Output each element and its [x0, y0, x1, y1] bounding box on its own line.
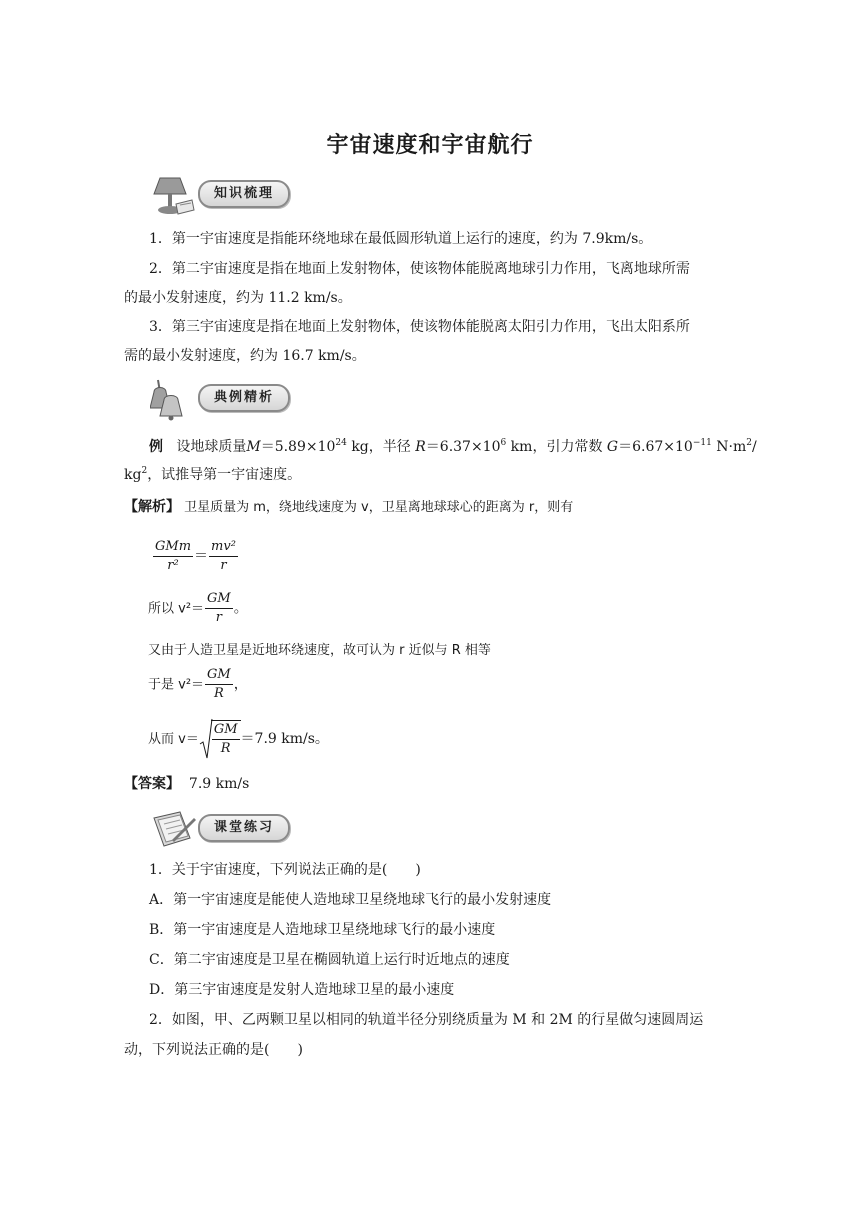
answer-value: 7.9 km/s — [188, 776, 250, 792]
solution-line-1: 【解析】 卫星质量为 m，绕地线速度为 v，卫星离地球球心的距离为 r，则有 — [124, 499, 574, 515]
question-1: 1．关于宇宙速度，下列说法正确的是( ) — [149, 862, 421, 878]
solution-line-3: 又由于人造卫星是近地环绕速度，故可认为 r 近似与 R 相等 — [148, 643, 491, 658]
knowledge-point-2a: 2．第二宇宙速度是指在地面上发射物体，使该物体能脱离地球引力作用，飞离地球所需 — [149, 261, 690, 277]
fraction: $\frac{\text{mv²}}{r}$ — [211, 539, 236, 573]
fraction: $\frac{GM}{R}$ — [207, 667, 231, 701]
example-line-1: 例 设地球质量$M=5.89\times 10^{24}$ kg，半径 $R=6.37\times 10^6$ km，引力常数 $G=6.67\times 10^{-11}$ $N\cdot m^2/$ — [149, 438, 757, 455]
bell-icon — [150, 378, 198, 422]
solution-equation-3: 于是 v²＝ $\frac{GM}{R}$ ， — [148, 667, 248, 701]
knowledge-point-3a: 3．第三宇宙速度是指在地面上发射物体，使该物体能脱离太阳引力作用，飞出太阳系所 — [149, 319, 690, 335]
knowledge-point-1: 1．第一宇宙速度是指能环绕地球在最低圆形轨道上运行的速度，约为 7.9km/s。 — [149, 231, 653, 247]
lamp-icon — [150, 174, 198, 218]
solution-tag: 【解析】 — [124, 499, 180, 515]
section-label-knowledge: 知识梳理 — [198, 180, 290, 208]
section-header-example — [150, 378, 310, 412]
example-label: 例 — [149, 439, 163, 455]
knowledge-point-2b: 的最小发射速度，约为 11.2 km/s。 — [124, 290, 352, 306]
notebook-icon — [150, 808, 198, 852]
solution-equation-4: 从而 v＝ $\frac{GM}{R}$ ＝7.9 km/s。 — [148, 720, 329, 758]
fraction: $\frac{GM}{R}$ — [213, 722, 238, 756]
solution-equation-2: 所以 v²＝ $\frac{GM}{r}$ 。 — [148, 591, 248, 625]
fraction: $\frac{GM}{r}$ — [207, 591, 231, 625]
section-label-example: 典例精析 — [198, 384, 290, 412]
section-label-practice: 课堂练习 — [198, 814, 290, 842]
question-1-option-d: D．第三宇宙速度是发射人造地球卫星的最小速度 — [149, 982, 455, 998]
question-1-option-b: B．第一宇宙速度是人造地球卫星绕地球飞行的最小速度 — [149, 922, 496, 938]
radical-sign-icon — [199, 718, 213, 760]
square-root — [199, 720, 241, 758]
page-title: 宇宙速度和宇宙航行 — [326, 132, 534, 158]
question-2-line-1: 2．如图，甲、乙两颗卫星以相同的轨道半径分别绕质量为 M 和 2M 的行星做匀速圆周运 — [149, 1012, 704, 1028]
question-1-option-a: A．第一宇宙速度是能使人造地球卫星绕地球飞行的最小发射速度 — [149, 892, 552, 908]
question-2-line-2: 动，下列说法正确的是( ) — [124, 1042, 303, 1058]
fraction: $\frac{\text{GMm}}{\text{r²}}$ — [155, 539, 192, 573]
section-header-practice — [150, 808, 310, 842]
answer-line — [124, 774, 249, 794]
answer-tag: 【答案】 — [124, 776, 180, 792]
solution-equation-1: $\frac{\text{GMm}}{\text{r²}}$ ＝ $\frac{\text{mv²}}{r}$ — [155, 539, 236, 573]
question-1-option-c: C．第二宇宙速度是卫星在椭圆轨道上运行时近地点的速度 — [149, 952, 510, 968]
knowledge-point-3b: 需的最小发射速度，约为 16.7 km/s。 — [124, 348, 366, 364]
example-line-2: $kg^2$，试推导第一宇宙速度。 — [124, 466, 302, 483]
section-header-knowledge — [150, 174, 310, 208]
